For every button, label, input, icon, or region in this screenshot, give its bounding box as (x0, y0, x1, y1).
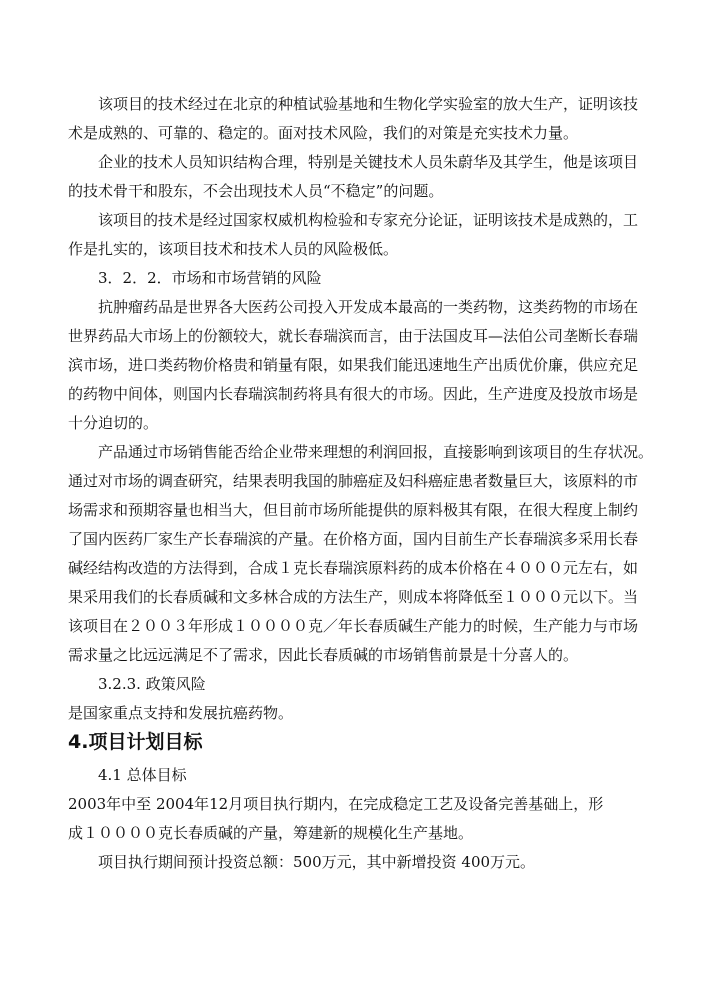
heading-4: 4.项目计划目标 (68, 731, 203, 753)
para-tech-2-line-2: 的技术骨干和股东，不会出现技术人员“不稳定”的问题。 (68, 182, 444, 200)
para-market-2-line-6: 果采用我们的长春质碱和文多林合成的方法生产，则成本将降低至１０００元以下。当 (68, 588, 639, 606)
para-policy: 是国家重点支持和发展抗癌药物。 (68, 704, 294, 722)
heading-3-2-3: 3.2.3. 政策风险 (98, 675, 206, 693)
para-goal-line-1: 2003年中至 2004年12月项目执行期内，在完成稳定工艺及设备完善基础上，形 (68, 795, 604, 813)
para-market-1-line-4: 的药物中间体，则国内长春瑞滨制药将具有很大的市场。因此，生产进度及投放市场是 (68, 385, 639, 403)
para-market-2-line-1: 产品通过市场销售能否给企业带来理想的利润回报，直接影响到该项目的生存状况。 (98, 443, 654, 461)
para-tech-3-line-2: 作是扎实的，该项目技术和技术人员的风险极低。 (68, 240, 399, 258)
heading-3-2-2: 3．2．2．市场和市场营销的风险 (98, 269, 322, 287)
para-market-2-line-2: 通过对市场的调查研究，结果表明我国的肺癌症及妇科癌症患者数量巨大，该原料的市 (68, 472, 639, 490)
heading-4-1: 4.1 总体目标 (98, 766, 187, 784)
para-market-1-line-2: 世界药品大市场上的份额较大，就长春瑞滨而言，由于法国皮耳—法伯公司垄断长春瑞 (68, 327, 639, 345)
para-market-1-line-3: 滨市场，进口类药物价格贵和销量有限，如果我们能迅速地生产出质优价廉，供应充足 (68, 356, 639, 374)
para-market-2-line-5: 碱经结构改造的方法得到，合成１克长春瑞滨原料药的成本价格在４０００元左右，如 (68, 559, 639, 577)
para-goal-line-2: 成１００００克长春质碱的产量，筹建新的规模化生产基地。 (68, 824, 474, 842)
para-market-2-line-3: 场需求和预期容量也相当大，但目前市场所能提供的原料极其有限，在很大程度上制约 (68, 501, 639, 519)
para-market-1-line-5: 十分迫切的。 (68, 414, 159, 432)
para-tech-1-line-1: 该项目的技术经过在北京的种植试验基地和生物化学实验室的放大生产，证明该技 (98, 95, 639, 113)
para-tech-3-line-1: 该项目的技术是经过国家权威机构检验和专家充分论证，证明该技术是成熟的，工 (98, 211, 639, 229)
para-market-2-line-7: 该项目在２００３年形成１００００克／年长春质碱生产能力的时候，生产能力与市场 (68, 617, 639, 635)
para-tech-1-line-2: 术是成熟的、可靠的、稳定的。面对技术风险，我们的对策是充实技术力量。 (68, 124, 579, 142)
para-market-1-line-1: 抗肿瘤药品是世界各大医药公司投入开发成本最高的一类药物，这类药物的市场在 (98, 298, 639, 316)
para-market-2-line-4: 了国内医药厂家生产长春瑞滨的产量。在价格方面，国内目前生产长春瑞滨多采用长春 (68, 530, 639, 548)
para-market-2-line-8: 需求量之比远远满足不了需求，因此长春质碱的市场销售前景是十分喜人的。 (68, 646, 579, 664)
para-investment: 项目执行期间预计投资总额：500万元，其中新增投资 400万元。 (98, 853, 536, 871)
para-tech-2-line-1: 企业的技术人员知识结构合理，特别是关键技术人员朱蔚华及其学生，他是该项目 (98, 153, 639, 171)
